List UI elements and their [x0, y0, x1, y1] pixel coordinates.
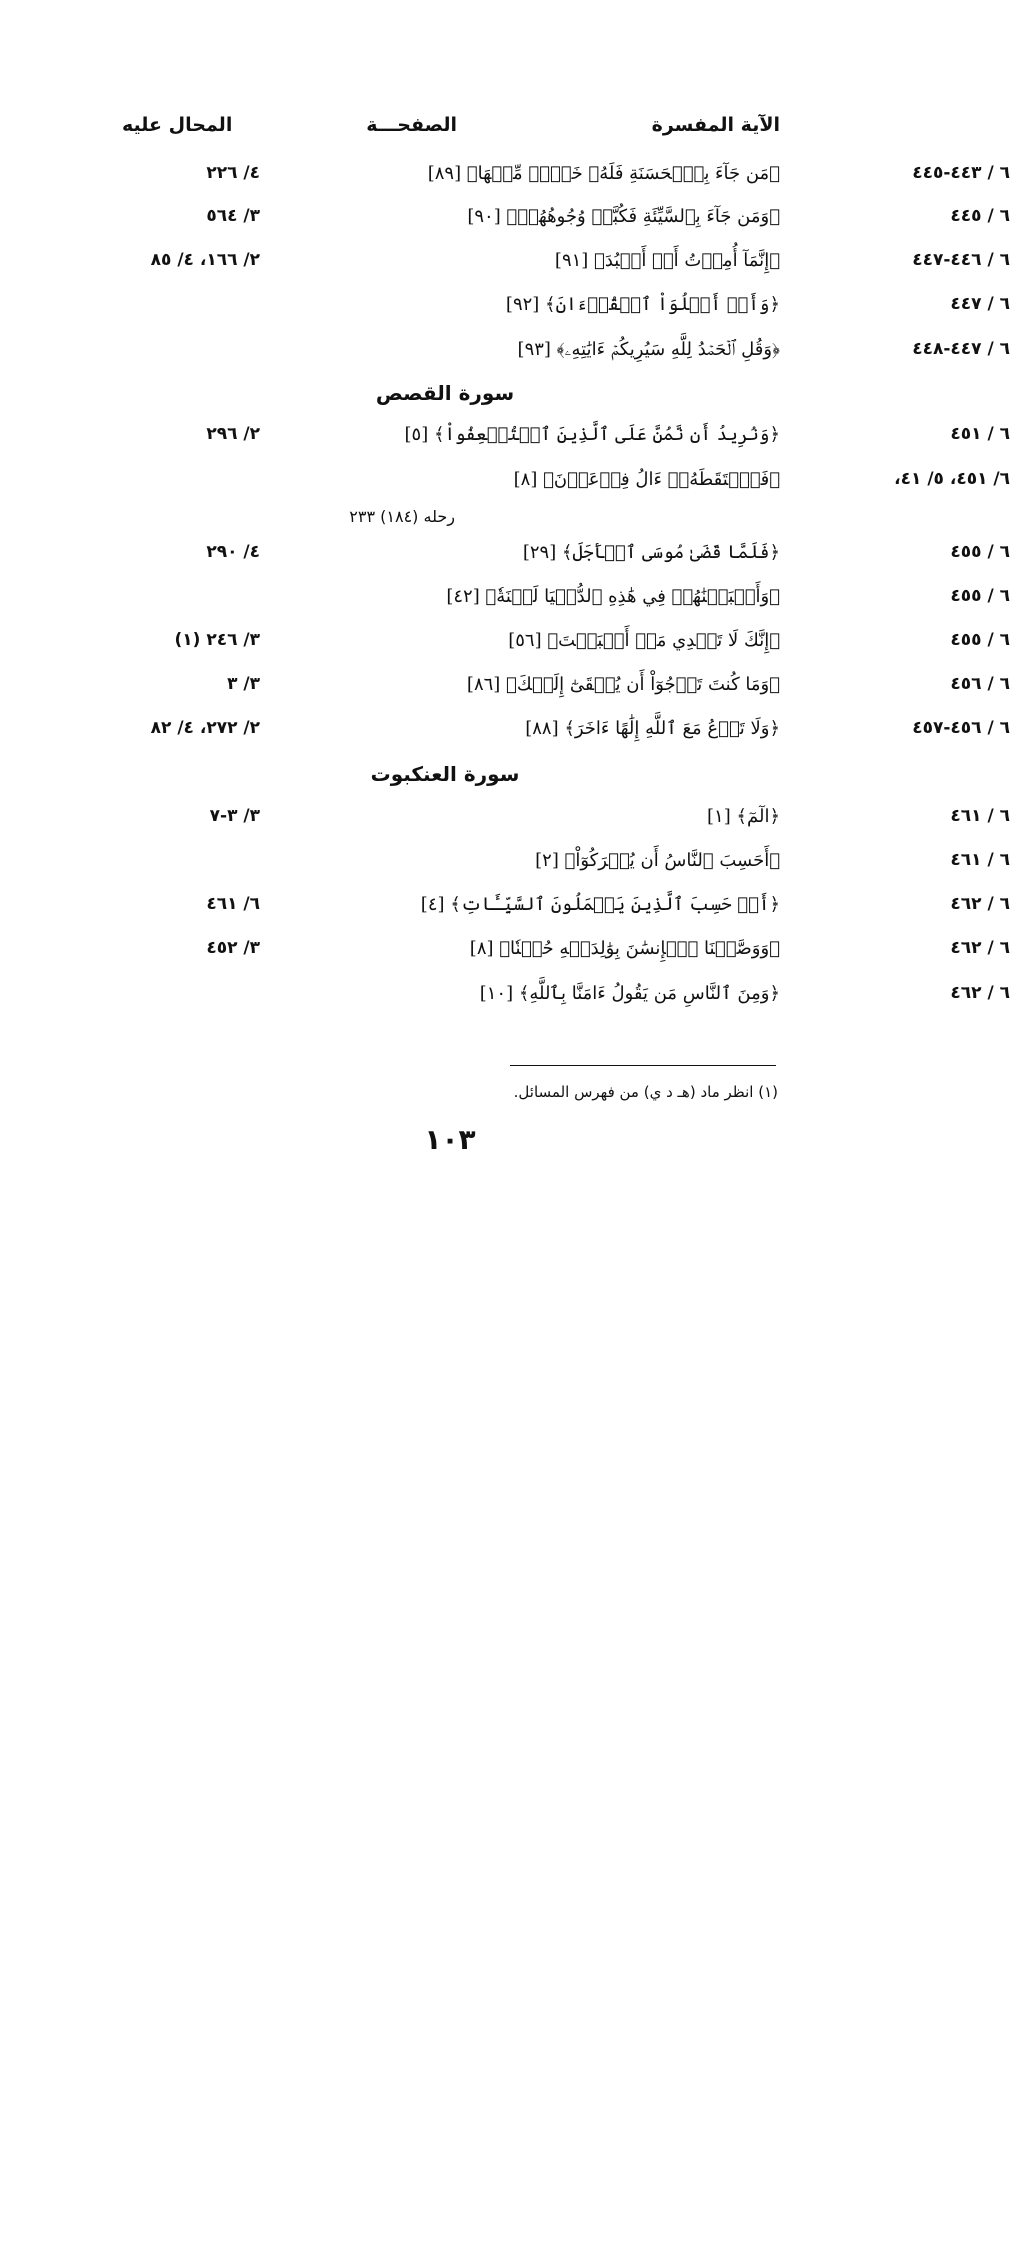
verse-cell: ﴿وَنُرِيدُ أَن نَّمُنَّ عَلَى ٱلَّذِينَ ٱسۡتُضۡعِفُواْ﴾ [٥]: [404, 424, 780, 445]
verse-cell: ﴿وَقُلِ ٱلۡحَمۡدُ لِلَّهِ سَيُرِيكُمۡ ءَايَٰتِهِۦ﴾ [٩٣]: [517, 339, 780, 360]
surah-heading-qasas: سورة القصص: [375, 381, 515, 405]
reference-cell: ٤/ ٢٩٠: [206, 542, 260, 562]
verse-cell: ﴿أَمۡ حَسِبَ ٱلَّذِينَ يَعۡمَلُونَ ٱلسَّيِّـَٔاتِ﴾ [٤]: [420, 894, 780, 915]
verse-cell: ﴿وَمِنَ ٱلنَّاسِ مَن يَقُولُ ءَامَنَّا بِٱللَّهِ﴾ [١٠]: [479, 983, 780, 1004]
table-row: [110, 542, 1010, 578]
header-verse: الآية المفسرة: [651, 114, 780, 136]
verse-cell: ﴿إِنَّكَ لَا تَهۡدِي مَنۡ أَحۡبَبۡتَ﴾ [٥٦]: [508, 630, 780, 651]
verse-cell: ﴿وَلَا تَدۡعُ مَعَ ٱللَّهِ إِلَٰهًا ءَاخَرَ﴾ [٨٨]: [525, 718, 780, 739]
verse-cell: ﴿أَحَسِبَ ٱلنَّاسُ أَن يُتۡرَكُوٓاْ﴾ [٢]: [535, 850, 780, 871]
page-cell: ٦ / ٤٥٦: [950, 674, 1010, 694]
verse-cell: ﴿وَمَا كُنتَ تَرۡجُوٓاْ أَن يُلۡقَىٰٓ إِلَيۡكَ﴾ [٨٦]: [466, 674, 780, 695]
page-cell: ٦ / ٤٥١: [950, 424, 1010, 444]
table-row: [110, 424, 1010, 460]
table-row: [110, 806, 1010, 842]
reference-cell: ٣/ ٣: [227, 674, 260, 694]
header-page: الصفحـــة: [366, 114, 457, 136]
table-row: [110, 206, 1010, 242]
verse-cell: ﴿وَأَنۡ أَتۡلُوَاْ ٱلۡقُرۡءَانَ﴾ [٩٢]: [505, 294, 780, 315]
table-row: [110, 630, 1010, 666]
page-cell: ٦ / ٤٤٥: [950, 206, 1010, 226]
table-row: [110, 894, 1010, 930]
reference-cell: ٣/ ٤٥٢: [206, 938, 260, 958]
table-row: [110, 339, 1010, 375]
page-cell: ٦ / ٤٥٥: [950, 630, 1010, 650]
page-cell: ٦/ ٤٥١، ٥/ ٤١،: [894, 469, 1010, 489]
page-cell: ٦ / ٤٦٢: [950, 894, 1010, 914]
page-cell: ٦ / ٤٥٥: [950, 586, 1010, 606]
verse-cell: ﴿الٓمٓ﴾ [١]: [706, 806, 780, 827]
verse-cell: ﴿إِنَّمَآ أُمِرۡتُ أَنۡ أَعۡبُدَ﴾ [٩١]: [554, 250, 780, 271]
verse-cell: ﴿وَأَتۡبَعۡنَٰهُمۡ فِي هَٰذِهِ ٱلدُّنۡيَا لَعۡنَةٗ﴾ [٤٢]: [446, 586, 780, 607]
reference-cell: ٦/ ٤٦١: [206, 894, 260, 914]
footnote: (١) انظر ماد (هـ د ي) من فهرس المسائل.: [513, 1083, 778, 1101]
page-cell: ٦ / ٤٥٦-٤٥٧: [912, 718, 1010, 738]
verse-cell: ﴿مَن جَآءَ بِٱلۡحَسَنَةِ فَلَهُۥ خَيۡرٞ مِّنۡهَا﴾ [٨٩]: [427, 163, 780, 184]
reference-cell: ٢/ ٢٧٢، ٤/ ٨٢: [150, 718, 260, 738]
page-cell: ٦ / ٤٥٥: [950, 542, 1010, 562]
reference-cell: ٣/ ٢٤٦ (١): [174, 630, 260, 650]
table-row: [110, 250, 1010, 286]
page-cell: ٦ / ٤٤٧-٤٤٨: [912, 339, 1010, 359]
table-row: [110, 983, 1010, 1019]
page-cell: ٦ / ٤٦١: [950, 806, 1010, 826]
page-cell: ٦ / ٤٤٣-٤٤٥: [912, 163, 1010, 183]
table-row: [110, 938, 1010, 974]
page-cell: ٦ / ٤٦٢: [950, 938, 1010, 958]
header-reference: المحال عليه: [122, 114, 233, 136]
table-row: [110, 294, 1010, 330]
verse-cell: ﴿فَلَمَّا قَضَىٰ مُوسَى ٱلۡأَجَلَ﴾ [٢٩]: [522, 542, 780, 563]
table-row: [110, 718, 1010, 754]
page-cell: ٦ / ٤٤٧: [950, 294, 1010, 314]
surah-heading-ankabut: سورة العنكبوت: [370, 762, 520, 786]
page-number: ١٠٣: [424, 1123, 476, 1156]
reference-cell: ٤/ ٢٢٦: [206, 163, 260, 183]
page-cell: ٦ / ٤٦٢: [950, 983, 1010, 1003]
page-cell: ٦ / ٤٦١: [950, 850, 1010, 870]
reference-cell: ٣/ ٣-٧: [209, 806, 260, 826]
table-header: [110, 114, 780, 148]
table-row: [110, 586, 1010, 622]
verse-cell: ﴿فَٱلۡتَقَطَهُۥٓ ءَالُ فِرۡعَوۡنَ﴾ [٨]: [513, 469, 780, 490]
footnote-divider: [510, 1065, 776, 1066]
page-cell-continuation: رحله (١٨٤) ٢٣٣: [349, 507, 455, 526]
page-cell: ٦ / ٤٤٦-٤٤٧: [912, 250, 1010, 270]
reference-cell: ٢/ ١٦٦، ٤/ ٨٥: [150, 250, 260, 270]
table-row: [110, 674, 1010, 710]
reference-cell: ٣/ ٥٦٤: [206, 206, 260, 226]
table-row: [110, 163, 1010, 199]
table-row: [110, 850, 1010, 886]
verse-cell: ﴿وَوَصَّيۡنَا ٱلۡإِنسَٰنَ بِوَٰلِدَيۡهِ حُسۡنٗا﴾ [٨]: [469, 938, 780, 959]
reference-cell: ٢/ ٢٩٦: [206, 424, 260, 444]
verse-cell: ﴿وَمَن جَآءَ بِٱلسَّيِّئَةِ فَكُبَّتۡ وُجُوهُهُمۡ﴾ [٩٠]: [467, 206, 780, 227]
table-row: [110, 469, 1010, 526]
